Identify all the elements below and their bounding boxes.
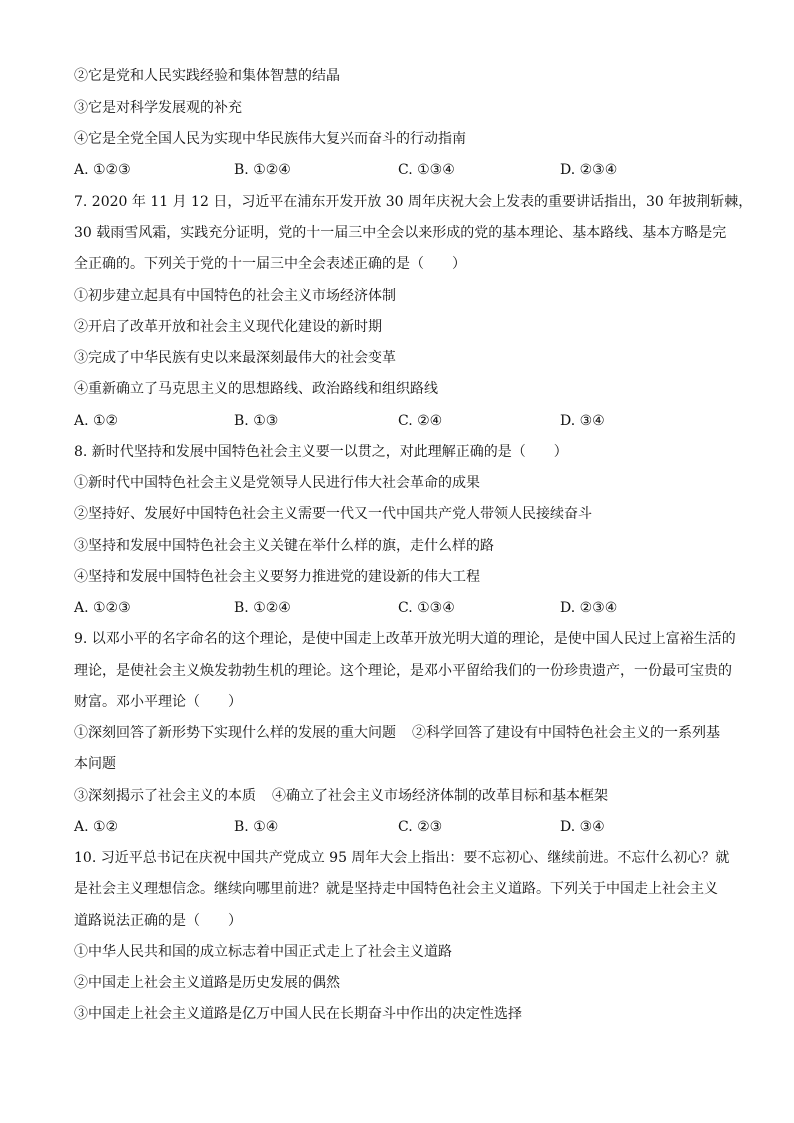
q9-item-row-2 xyxy=(74,786,608,806)
q7-stem-line-2: 30 载雨雪风霜，实践充分证明，党的十一届三中全会以来形成的党的基本理论、基本路线、基本方略是完 xyxy=(74,225,727,241)
q6-option-c: C. ①③④ xyxy=(398,162,455,178)
q7-option-d: D. ③④ xyxy=(560,413,605,429)
q10-item-2: ②中国走上社会主义道路是历史发展的偶然 xyxy=(74,975,340,991)
q9-item-2: ②科学回答了建设有中国特色社会主义的一系列基 xyxy=(412,725,720,741)
q8-stem-line-1: 8. 新时代坚持和发展中国特色社会主义要一以贯之，对此理解正确的是（ ） xyxy=(74,444,568,460)
q7-item-1: ①初步建立起具有中国特色的社会主义市场经济体制 xyxy=(74,288,396,304)
q7-option-c: C. ②④ xyxy=(398,413,443,429)
q9-options xyxy=(74,817,724,837)
q6-item-4: ④它是全党全国人民为实现中华民族伟大复兴而奋斗的行动指南 xyxy=(74,131,466,147)
q7-option-b: B. ①③ xyxy=(234,413,279,429)
q7-option-a: A. ①② xyxy=(74,413,119,429)
q10-stem-line-1: 10. 习近平总书记在庆祝中国共产党成立 95 周年大会上指出：要不忘初心、继续前进。不忘什么初心？就 xyxy=(74,850,730,866)
q9-item-2-continued: 本问题 xyxy=(74,756,116,772)
q6-option-a: A. ①②③ xyxy=(74,162,131,178)
q9-item-4: ④确立了社会主义市场经济体制的改革目标和基本框架 xyxy=(272,788,608,804)
q6-option-b: B. ①②④ xyxy=(234,162,291,178)
q6-options xyxy=(74,160,724,180)
q9-option-d: D. ③④ xyxy=(560,819,605,835)
q6-item-3: ③它是对科学发展观的补充 xyxy=(74,100,242,116)
q7-item-3: ③完成了中华民族有史以来最深刻最伟大的社会变革 xyxy=(74,350,396,366)
q7-item-2: ②开启了改革开放和社会主义现代化建设的新时期 xyxy=(74,319,382,335)
q10-item-1: ①中华人民共和国的成立标志着中国正式走上了社会主义道路 xyxy=(74,944,452,960)
q10-stem-line-2: 是社会主义理想信念。继续向哪里前进？就是坚持走中国特色社会主义道路。下列关于中国走上社会主义 xyxy=(74,881,718,897)
q9-item-1: ①深刻回答了新形势下实现什么样的发展的重大问题 xyxy=(74,725,396,741)
q8-option-a: A. ①②③ xyxy=(74,600,131,616)
q6-option-d: D. ②③④ xyxy=(560,162,618,178)
q9-option-c: C. ②③ xyxy=(398,819,443,835)
q9-stem-line-3: 财富。邓小平理论（ ） xyxy=(74,694,242,710)
q8-item-3: ③坚持和发展中国特色社会主义关键在举什么样的旗，走什么样的路 xyxy=(74,538,494,554)
q7-stem-line-1: 7. 2020 年 11 月 12 日，习近平在浦东开发开放 30 周年庆祝大会上发表的重要讲话指出，30 年披荆斩棘， xyxy=(74,194,753,210)
q9-item-row-1 xyxy=(74,723,720,743)
q10-stem-line-3: 道路说法正确的是（ ） xyxy=(74,913,242,929)
q9-option-a: A. ①② xyxy=(74,819,119,835)
q8-option-b: B. ①②④ xyxy=(234,600,291,616)
q6-item-2: ②它是党和人民实践经验和集体智慧的结晶 xyxy=(74,68,340,84)
q10-item-3: ③中国走上社会主义道路是亿万中国人民在长期奋斗中作出的决定性选择 xyxy=(74,1006,522,1022)
q9-stem-line-1: 9. 以邓小平的名字命名的这个理论，是使中国走上改革开放光明大道的理论，是使中国人民过上富裕生活的 xyxy=(74,631,736,647)
q9-option-b: B. ①④ xyxy=(234,819,279,835)
q7-item-4: ④重新确立了马克思主义的思想路线、政治路线和组织路线 xyxy=(74,381,438,397)
q9-item-3: ③深刻揭示了社会主义的本质 xyxy=(74,788,256,804)
q8-option-d: D. ②③④ xyxy=(560,600,618,616)
q7-options xyxy=(74,411,724,431)
q7-stem-line-3: 全正确的。下列关于党的十一届三中全会表述正确的是（ ） xyxy=(74,256,466,272)
q8-item-2: ②坚持好、发展好中国特色社会主义需要一代又一代中国共产党人带领人民接续奋斗 xyxy=(74,506,592,522)
q8-options xyxy=(74,598,724,618)
q8-option-c: C. ①③④ xyxy=(398,600,455,616)
q8-item-4: ④坚持和发展中国特色社会主义要努力推进党的建设新的伟大工程 xyxy=(74,569,480,585)
q9-stem-line-2: 理论，是使社会主义焕发勃勃生机的理论。这个理论，是邓小平留给我们的一份珍贵遗产，一份最可宝贵的 xyxy=(74,663,732,679)
q8-item-1: ①新时代中国特色社会主义是党领导人民进行伟大社会革命的成果 xyxy=(74,475,480,491)
